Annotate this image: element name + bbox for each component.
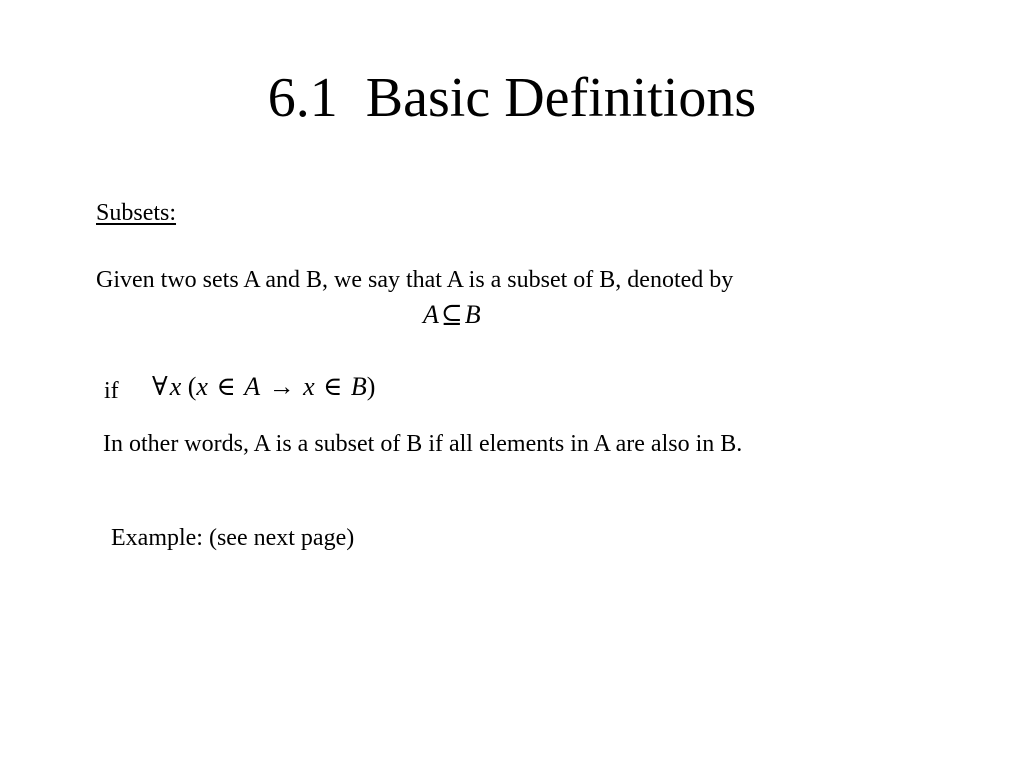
notation-set-a: A <box>423 300 439 329</box>
formula-close-paren: ) <box>366 372 376 401</box>
section-heading-subsets: Subsets: <box>96 200 177 226</box>
forall-symbol: ∀ <box>152 372 168 401</box>
formula-var: x <box>303 372 315 401</box>
definition-text: Given two sets A and B, we say that A is a subset of B, denoted by <box>96 267 734 293</box>
paraphrase-text: In other words, A is a subset of B if all elements in A are also in B. <box>103 431 743 457</box>
if-word: if <box>104 378 119 404</box>
formula-var: x <box>196 372 208 401</box>
formula-set-a: A <box>244 372 261 401</box>
subset-symbol: ⊆ <box>440 300 463 329</box>
formula-var: x <box>169 372 182 401</box>
element-of-symbol: ∈ <box>323 372 343 401</box>
implies-arrow-symbol: → <box>268 372 295 401</box>
example-reference: Example: (see next page) <box>111 525 355 551</box>
element-of-symbol: ∈ <box>216 372 236 401</box>
subset-notation <box>423 300 481 330</box>
subset-formula <box>150 372 375 402</box>
formula-open-paren: ( <box>187 372 197 401</box>
formula-set-b: B <box>350 372 367 401</box>
slide-title: 6.1 Basic Definitions <box>267 67 757 129</box>
notation-set-b: B <box>464 300 481 329</box>
